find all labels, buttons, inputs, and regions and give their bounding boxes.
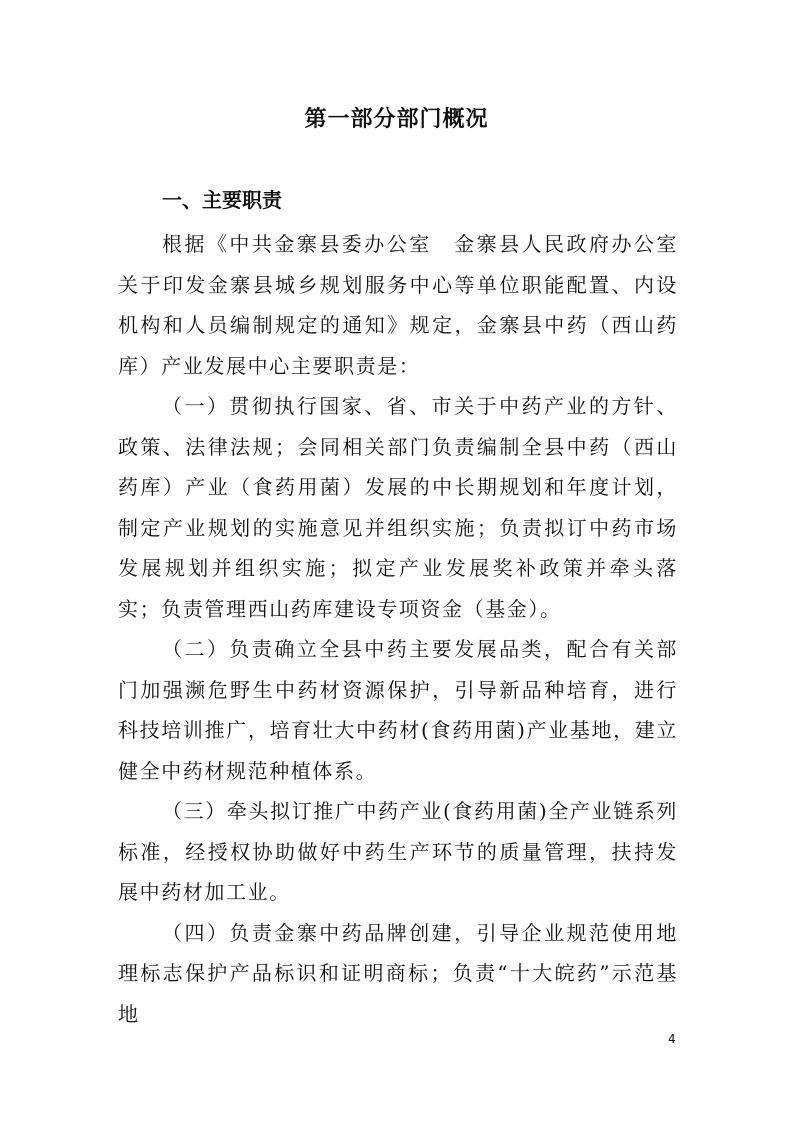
- section-heading: 一、主要职责: [162, 188, 282, 212]
- paragraph-intro: 根据《中共金寨县委办公室 金寨县人民政府办公室关于印发金寨县城乡规划服务中心等单位职能配置、内设机构和人员编制规定的通知》规定，金寨县中药（西山药库）产业发展中心主要职责是：: [118, 232, 678, 378]
- page-number: 4: [668, 1032, 676, 1046]
- paragraph-duty-2: （二）负责确立全县中药主要发展品类，配合有关部门加强濒危野生中药材资源保护，引导新品种培育，进行科技培训推广，培育壮大中药材(食药用菌)产业基地，建立健全中药材规范种植体系。: [118, 637, 678, 783]
- paragraph-duty-4: （四）负责金寨中药品牌创建，引导企业规范使用地理标志保护产品标识和证明商标；负责“十大皖药”示范基地: [118, 920, 678, 1026]
- paragraph-duty-3: （三）牵头拟订推广中药产业(食药用菌)全产业链系列标准，经授权协助做好中药生产环节的质量管理，扶持发展中药材加工业。: [118, 799, 678, 904]
- paragraph-duty-1: （一）贯彻执行国家、省、市关于中药产业的方针、政策、法律法规；会同相关部门负责编制全县中药（西山药库）产业（食药用菌）发展的中长期规划和年度计划，制定产业规划的实施意见并组织实施；负责拟订中药市场发展规划并组织实施；拟定产业发展奖补政策并牵头落实；负责管理西山药库建设专项资金（基金）。: [118, 394, 678, 621]
- page-title: 第一部分部门概况: [304, 107, 489, 132]
- body-text: [118, 224, 678, 1034]
